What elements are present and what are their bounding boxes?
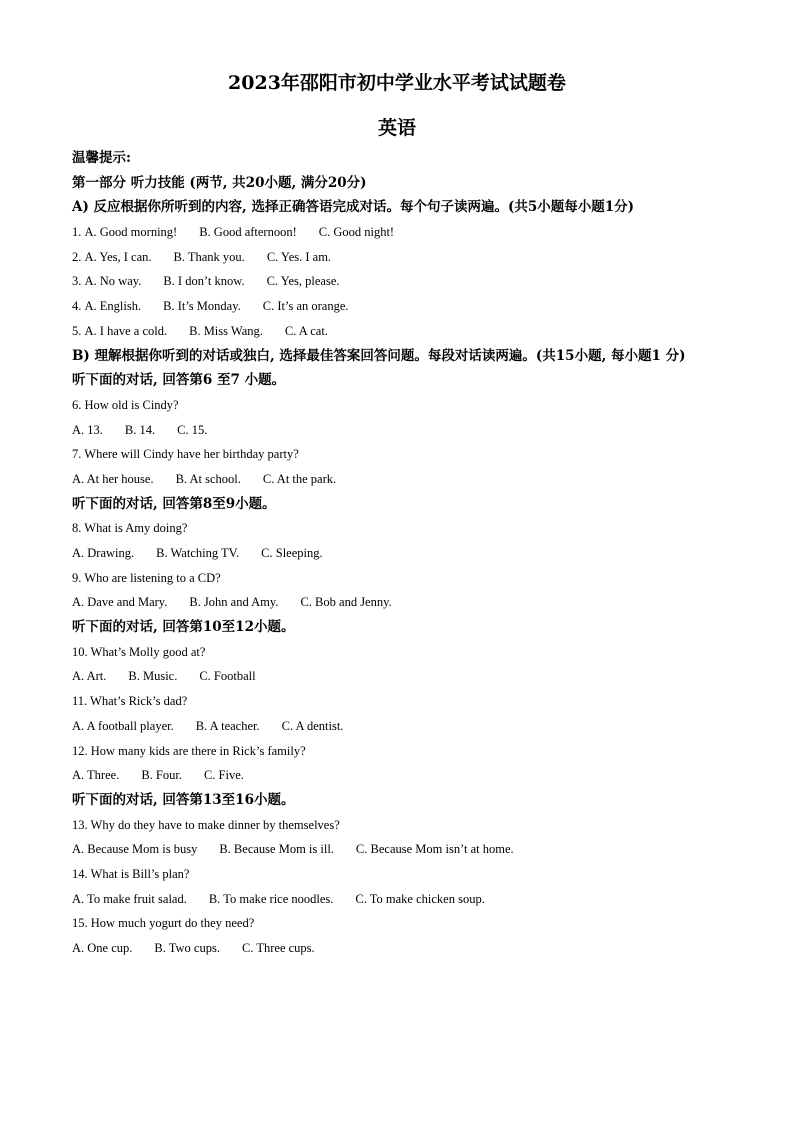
answer-option: B. I don’t know. [163,274,245,289]
question-row [72,245,732,270]
question-number: 3. [72,274,82,289]
question-number: 5. [72,323,82,338]
answer-option: B. 14. [124,422,156,437]
options-row [72,467,732,492]
options-row [72,714,732,739]
question-text: 6. How old is Cindy? [72,397,179,412]
answer-option: B. Watching TV. [156,546,240,561]
question-text: 9. Who are listening to a CD? [72,570,221,585]
question-text: 13. Why do they have to make dinner by themselves? [72,817,340,832]
group-heading: 听下面的对话, 回答第10至12小题。 [72,619,295,636]
options-row [72,837,732,862]
options-row [72,541,732,566]
answer-option: C. At the park. [262,471,337,486]
answer-option: B. Two cups. [154,941,220,956]
question-text: 12. How many kids are there in Rick’s family? [72,743,306,758]
exam-title: 2023年邵阳市初中学业水平考试试题卷 [228,72,566,94]
answer-option: B. Miss Wang. [189,323,263,338]
answer-option: A. 13. [72,422,103,437]
answer-option: B. Thank you. [173,249,245,264]
answer-option: A. Art. [72,669,107,684]
answer-option: A. A football player. [72,718,174,733]
answer-option: B. To make rice noodles. [208,891,334,906]
section-a-heading: A) 反应根据你所听到的内容, 选择正确答语完成对话。每个句子读两遍。(共5小题每小题1分) [72,199,635,216]
answer-option: C. Because Mom isn’t at home. [355,842,514,857]
answer-option: A. Yes, I can. [84,249,152,264]
answer-option: B. Music. [128,669,178,684]
exam-content [72,146,732,961]
options-row [72,664,732,689]
group-heading: 听下面的对话, 回答第8至9小题。 [72,495,276,512]
options-row [72,936,732,961]
question-number: 2. [72,249,82,264]
answer-option: A. To make fruit salad. [72,891,187,906]
answer-option: C. Yes. I am. [266,249,332,264]
answer-option: A. English. [84,299,142,314]
answer-option: A. I have a cold. [84,323,168,338]
section-a-list [72,220,732,343]
options-row [72,590,732,615]
question-row [72,294,732,319]
answer-option: C. Three cups. [241,941,315,956]
question-row [72,220,732,245]
question-text: 15. How much yogurt do they need? [72,916,255,931]
answer-option: C. To make chicken soup. [355,891,485,906]
answer-option: C. A dentist. [281,718,344,733]
answer-option: C. A cat. [284,323,328,338]
answer-option: B. At school. [175,471,241,486]
section-b-heading: B) 理解根据你听到的对话或独白, 选择最佳答案回答问题。每段对话读两遍。(共15小题, 每小题1 分) [72,347,686,364]
question-row [72,269,732,294]
options-row [72,763,732,788]
answer-option: C. Sleeping. [261,546,323,561]
question-text: 7. Where will Cindy have her birthday party? [72,447,299,462]
group-heading: 听下面的对话, 回答第13至16小题。 [72,791,295,808]
answer-option: C. Five. [203,768,244,783]
answer-option: A. Drawing. [72,546,135,561]
section-b-list [72,368,732,961]
answer-option: A. Because Mom is busy [72,842,198,857]
answer-option: A. Dave and Mary. [72,595,168,610]
answer-option: C. Football [199,669,256,684]
answer-option: B. A teacher. [195,718,260,733]
answer-option: C. Bob and Jenny. [300,595,392,610]
answer-option: C. It’s an orange. [262,299,349,314]
answer-option: C. 15. [177,422,208,437]
question-text: 11. What’s Rick’s dad? [72,694,188,709]
question-text: 8. What is Amy doing? [72,521,188,536]
answer-option: B. Because Mom is ill. [219,842,334,857]
subject-title: 英语 [377,117,416,139]
question-number: 1. [72,225,82,240]
options-row [72,887,732,912]
answer-option: B. It’s Monday. [163,299,241,314]
question-text: 10. What’s Molly good at? [72,644,206,659]
answer-option: C. Yes, please. [266,274,340,289]
part-heading: 第一部分 听力技能 (两节, 共20小题, 满分20分) [72,174,367,191]
question-text: 14. What is Bill’s plan? [72,866,190,881]
answer-option: B. Four. [141,768,182,783]
answer-option: B. Good afternoon! [199,225,297,240]
question-row [72,319,732,344]
tip-heading: 温馨提示: [72,150,131,166]
answer-option: A. At her house. [72,471,154,486]
answer-option: B. John and Amy. [189,595,279,610]
answer-option: C. Good night! [318,225,395,240]
question-number: 4. [72,299,82,314]
group-heading: 听下面的对话, 回答第6 至7 小题。 [72,372,286,389]
answer-option: A. Good morning! [84,225,178,240]
options-row [72,418,732,443]
answer-option: A. Three. [72,768,120,783]
answer-option: A. No way. [84,274,142,289]
answer-option: A. One cup. [72,941,133,956]
